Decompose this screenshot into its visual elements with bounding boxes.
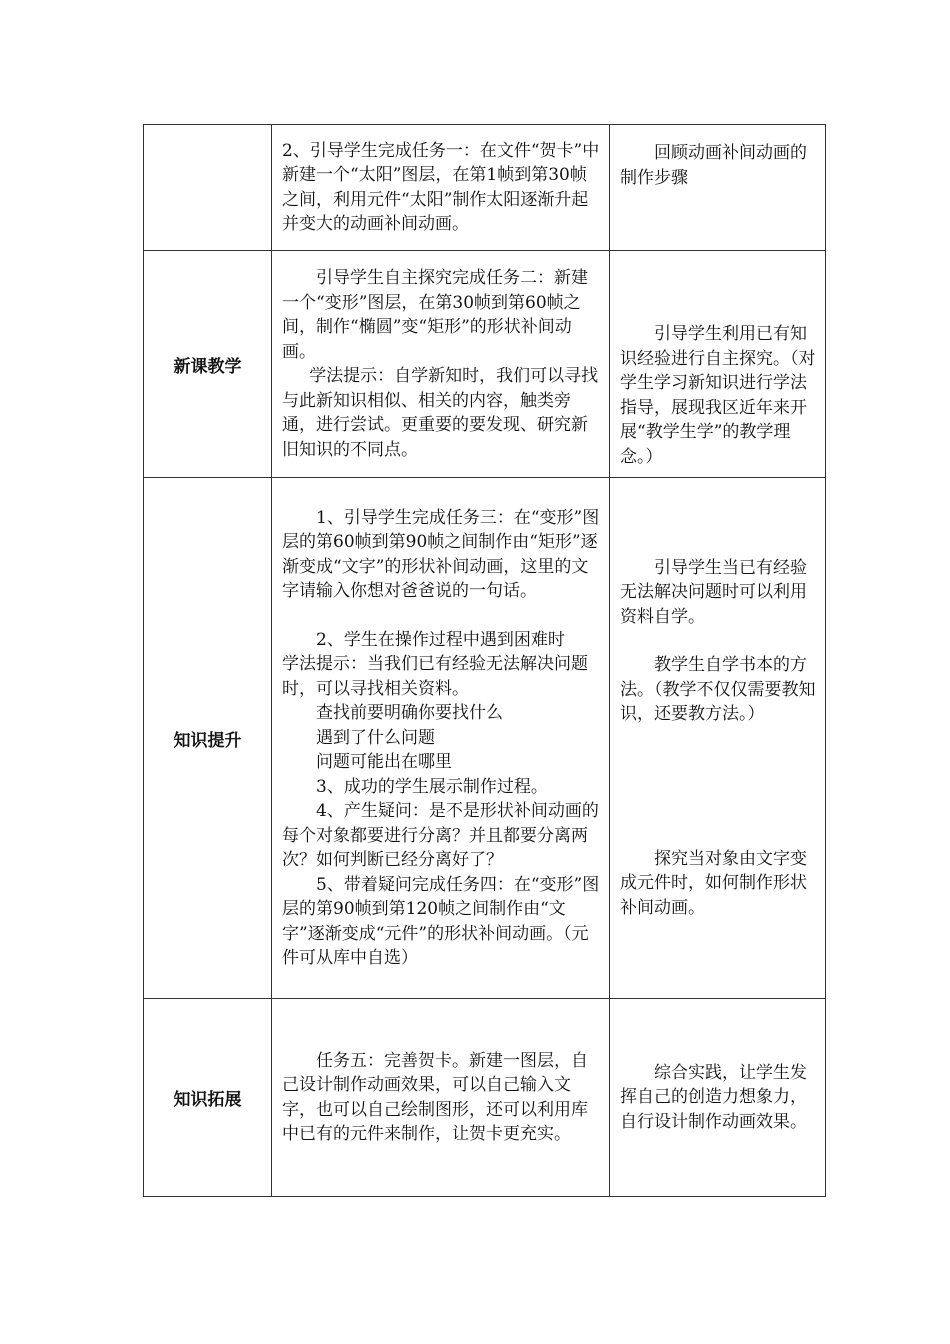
activity-text: 引导学生自主探究完成任务二：新建一个“变形”图层，在第30帧到第60帧之间，制作“椭圆”变“矩形”的形状补间动画。 [282,268,588,362]
activity-text: 2、引导学生完成任务一：在文件“贺卡”中新建一个“太阳”图层，在第1帧到第30帧之间，利用元件“太阳”制作太阳逐渐升起并变大的动画补间动画。 [282,140,600,234]
activity-text: 查找前要明确你要找什么 [316,703,503,723]
activity-text: 1、引导学生完成任务三：在“变形”图层的第60帧到第90帧之间制作由“矩形”逐渐变成“文字”的形状补间动画，这里的文字请输入你想对爸爸说的一句话。 [282,507,600,601]
table-row [144,999,826,1197]
activity-cell [272,478,610,999]
table-row [144,478,826,999]
activity-text: 学法提示：当我们已有经验无法解决问题时，可以寻找相关资料。 [282,654,588,699]
intent-text: 引导学生利用已有知识经验进行自主探究。（对学生学习新知识进行学法指导，展现我区近年来开展“教学生学”的教学理念。） [620,324,816,467]
intent-text: 回顾动画补间动画的制作步骤 [620,143,807,188]
activity-text: 5、带着疑问完成任务四：在“变形”图层的第90帧到第120帧之间制作由“文字”逐渐变成“元件”的形状补间动画。（元件可从库中自选） [282,874,600,968]
intent-cell [610,999,826,1197]
section-label-empty [144,125,272,251]
activity-cell [272,999,610,1197]
intent-cell [610,478,826,999]
section-label-knowledge-upgrade: 知识提升 [144,478,272,999]
intent-text: 探究当对象由文字变成元件时，如何制作形状补间动画。 [620,848,807,918]
intent-text: 引导学生当已有经验无法解决问题时可以利用资料自学。 [620,557,807,627]
activity-text: 2、学生在操作过程中遇到困难时 [316,629,565,650]
activity-cell [272,251,610,478]
table-row [144,125,826,251]
activity-cell [272,125,610,251]
intent-cell [610,251,826,478]
intent-text: 综合实践，让学生发挥自己的创造力想象力，自行设计制作动画效果。 [620,1062,807,1132]
activity-text: 4、产生疑问：是不是形状补间动画的每个对象都要进行分离？并且都要分离两次？如何判断已经分离好了？ [282,801,599,870]
section-label-new-lesson: 新课教学 [144,251,272,478]
lesson-plan-table [143,124,826,1197]
section-label-knowledge-extension: 知识拓展 [144,999,272,1197]
activity-text: 3、成功的学生展示制作过程。 [316,776,548,797]
activity-text: 任务五：完善贺卡。新建一图层，自己设计制作动画效果，可以自己输入文字，也可以自己绘制图形，还可以利用库中已有的元件来制作，让贺卡更充实。 [282,1050,588,1144]
table-row [144,251,826,478]
activity-text: 问题可能出在哪里 [316,752,452,772]
intent-text: 教学生自学书本的方法。（教学不仅仅需要教知识，还要教方法。） [620,655,816,725]
activity-text: 学法提示：自学新知时，我们可以寻找与此新知识相似、相关的内容，触类旁通，进行尝试。更重要的要发现、研究新旧知识的不同点。 [282,366,599,460]
intent-cell [610,125,826,251]
activity-text: 遇到了什么问题 [316,727,435,748]
